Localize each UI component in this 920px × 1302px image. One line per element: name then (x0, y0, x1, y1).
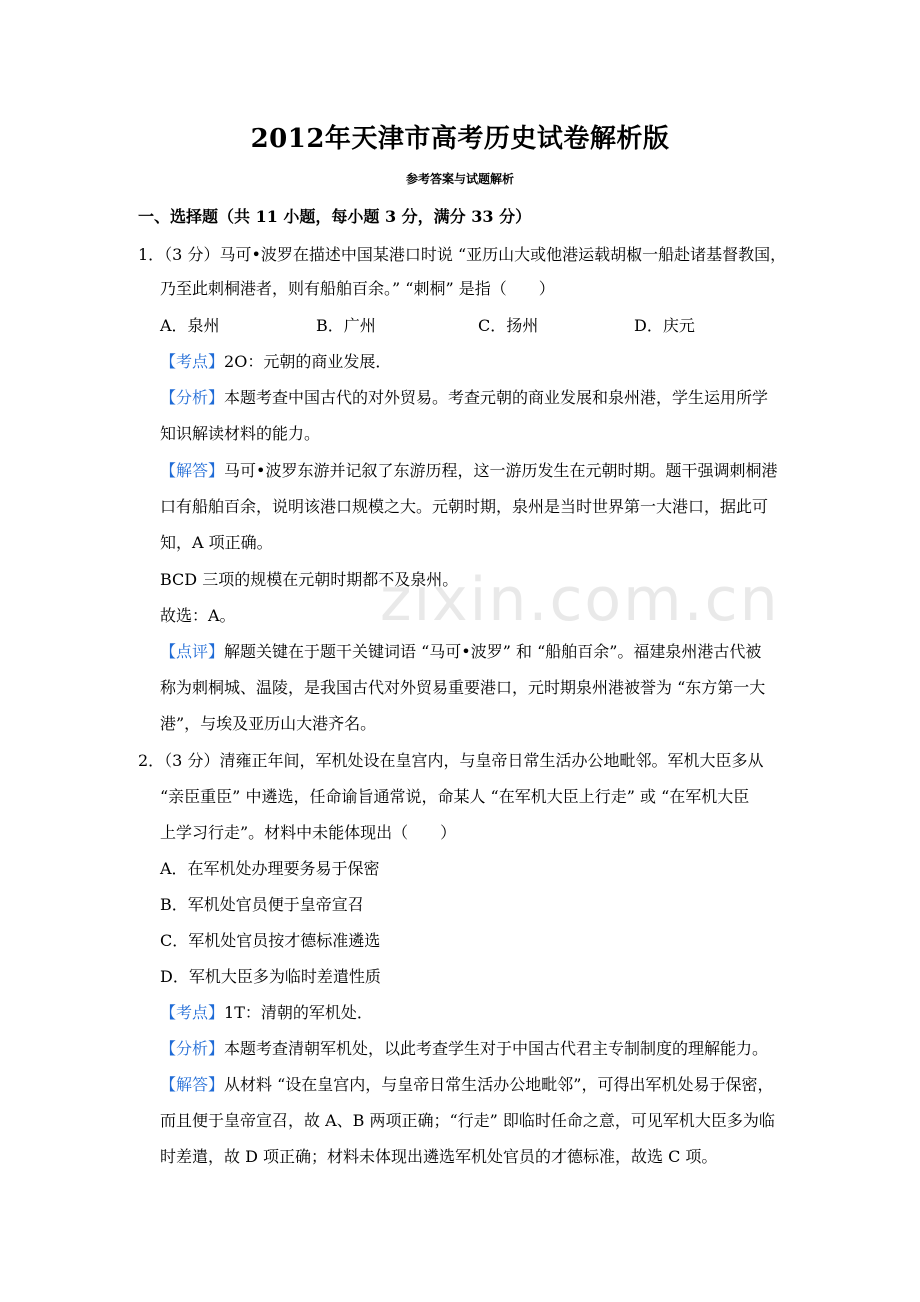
q2-stem-line1: 2．（3 分）清雍正年间，军机处设在皇宫内，与皇帝日常生活办公地毗邻。军机大臣多从 (138, 751, 764, 770)
q2-stem-line3: 上学习行走”。材料中未能体现出（ ） (160, 823, 457, 842)
q2-option-d: D．军机大臣多为临时差遣性质 (160, 967, 381, 986)
q1-option-a: A．泉州 (160, 316, 220, 335)
q2-stem-line2: “亲臣重臣” 中遴选，任命谕旨通常说，命某人 “在军机大臣上行走” 或 “在军机大臣 (160, 787, 750, 806)
q2-fenxi-text1: 本题考查清朝军机处，以此考查学生对于中国古代君主专制制度的理解能力。 (224, 1039, 769, 1058)
q2-option-b: B．军机处官员便于皇帝宣召 (160, 895, 364, 914)
q1-stem-line1: 1．（3 分）马可•波罗在描述中国某港口时说 “亚历山大或他港运载胡椒一船赴诸基督教国， (138, 245, 787, 264)
q2-option-a: A．在军机处办理要务易于保密 (160, 859, 380, 878)
q2-jieda-line1 (160, 1072, 773, 1095)
page-title: 2012年天津市高考历史试卷解析版 (250, 124, 670, 154)
q1-jieda-line2: 口有船舶百余，说明该港口规模之大。元朝时期，泉州是当时世界第一大港口，据此可 (160, 497, 769, 516)
q1-kaodian-text: 2O：元朝的商业发展． (224, 352, 392, 371)
dianping-tag: 【点评】 (160, 642, 225, 661)
q2-jieda-line2: 而且便于皇帝宣召，故 A、B 两项正确；“行走” 即临时任命之意，可见军机大臣多为临 (160, 1111, 775, 1130)
q2-jieda-line3: 时差遣，故 D 项正确；材料未体现出遴选军机处官员的才德标准，故选 C 项。 (160, 1147, 718, 1166)
q2-fenxi (160, 1036, 768, 1059)
q2-jieda-text1: 从材料 “设在皇宫内，与皇帝日常生活办公地毗邻”，可得出军机处易于保密， (224, 1075, 774, 1094)
q1-jieda-line1 (160, 458, 777, 481)
q2-kaodian-text: 1T：清朝的军机处． (224, 1003, 373, 1022)
fenxi-tag: 【分析】 (160, 388, 225, 407)
kaodian-tag: 【考点】 (160, 352, 225, 371)
q1-stem-line2: 乃至此刺桐港者，则有船舶百余。” “刺桐” 是指（ ） (160, 279, 555, 298)
q1-jieda-line3: 知，A 项正确。 (160, 533, 273, 552)
q2-kaodian (160, 1000, 373, 1023)
section-heading: 一、选择题（共 11 小题，每小题 3 分，满分 33 分） (138, 207, 532, 226)
q1-option-b: B．广州 (316, 316, 376, 335)
page-subtitle: 参考答案与试题解析 (405, 172, 514, 186)
q1-option-d: D．庆元 (634, 316, 695, 335)
q1-dianping-line2: 称为刺桐城、温陵，是我国古代对外贸易重要港口，元时期泉州港被誉为 “东方第一大 (160, 678, 766, 697)
q1-fenxi-line1 (160, 385, 768, 408)
kaodian-tag: 【考点】 (160, 1003, 225, 1022)
q1-jieda-text1: 马可•波罗东游并记叙了东游历程，这一游历发生在元朝时期。题干强调刺桐港 (224, 461, 778, 480)
q1-jieda-line5: 故选：A。 (160, 606, 236, 625)
q1-dianping-line3: 港”，与埃及亚历山大港齐名。 (160, 714, 377, 733)
fenxi-tag: 【分析】 (160, 1039, 225, 1058)
q1-dianping-line1 (160, 639, 761, 662)
q1-dianping-text1: 解题关键在于题干关键词语 “马可•波罗” 和 “船舶百余”。福建泉州港古代被 (224, 642, 762, 661)
watermark: zixin.com.cn (380, 565, 780, 635)
jieda-tag: 【解答】 (160, 461, 225, 480)
jieda-tag: 【解答】 (160, 1075, 225, 1094)
q1-option-c: C．扬州 (478, 316, 539, 335)
q1-fenxi-text1: 本题考查中国古代的对外贸易。考查元朝的商业发展和泉州港，学生运用所学 (224, 388, 769, 407)
q1-fenxi-line2: 知识解读材料的能力。 (160, 424, 321, 443)
q2-option-c: C．军机处官员按才德标准遴选 (160, 931, 381, 950)
q1-jieda-line4: BCD 三项的规模在元朝时期都不及泉州。 (160, 570, 459, 589)
q1-kaodian (160, 349, 391, 372)
